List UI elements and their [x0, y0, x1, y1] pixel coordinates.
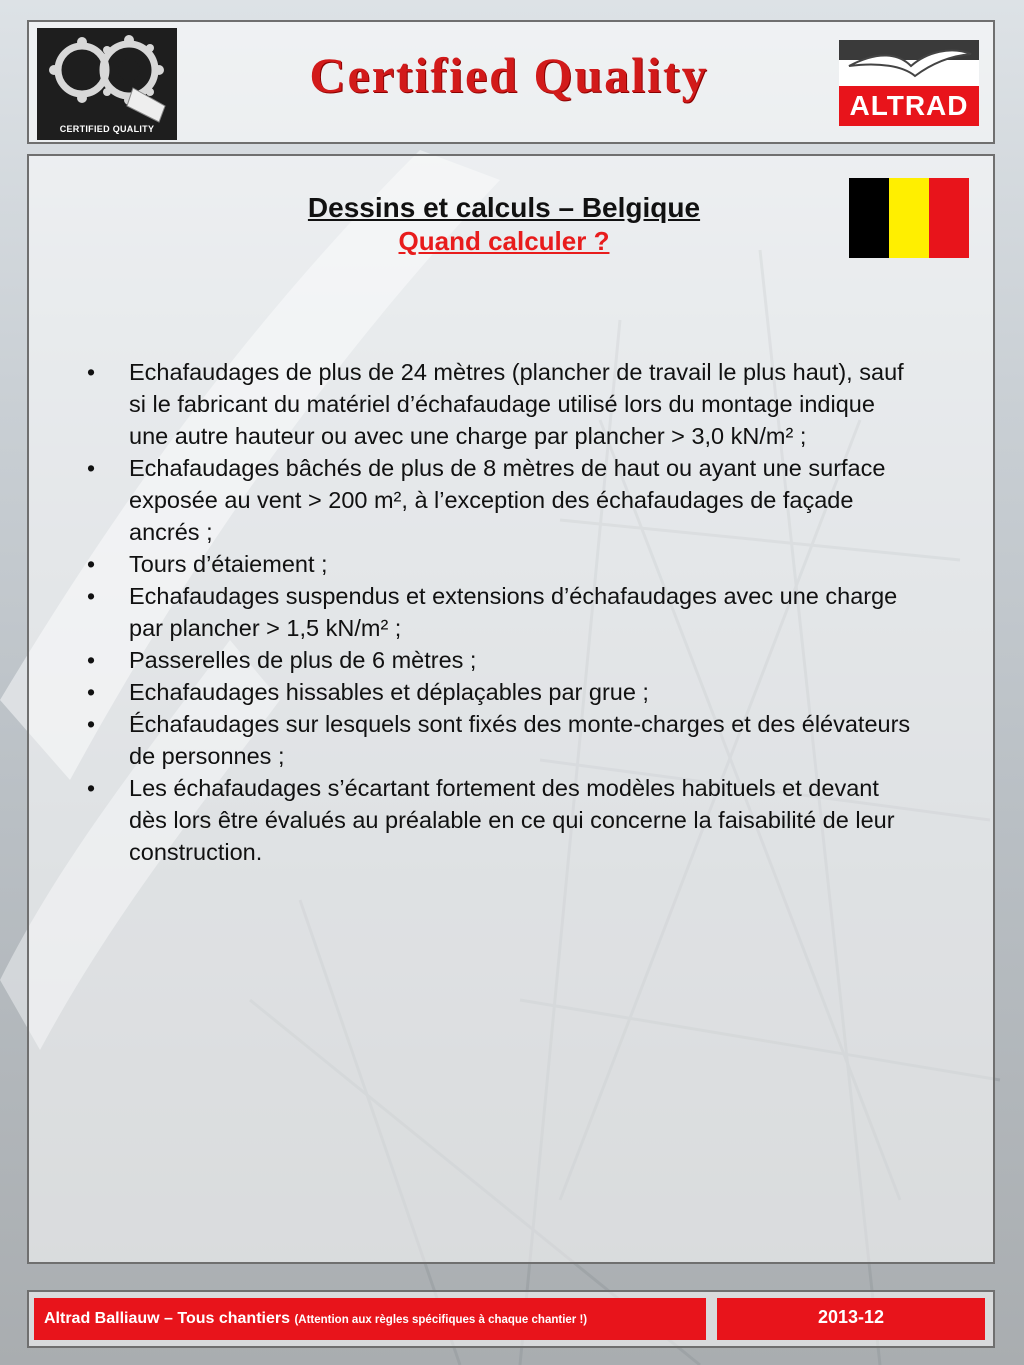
list-item-text: Échafaudages sur lesquels sont fixés des monte-charges et des élévateurs de personnes ;	[129, 711, 911, 769]
bullet-symbol: •	[87, 775, 96, 801]
list-item	[83, 708, 913, 772]
list-item	[83, 772, 913, 868]
list-item	[83, 356, 913, 452]
bullet-symbol: •	[87, 647, 96, 673]
list-item-text: Passerelles de plus de 6 mètres ;	[129, 647, 477, 673]
certified-quality-logo	[37, 28, 177, 140]
list-item-text: Les échafaudages s’écartant fortement des modèles habituels et devant dès lors être évalués au préalable en ce qui concerne la faisabilité de leur construction.	[129, 775, 895, 865]
footer-panel	[27, 1290, 995, 1348]
bullet-symbol: •	[87, 455, 96, 481]
bullet-symbol: •	[87, 551, 96, 577]
bullet-symbol: •	[87, 711, 96, 737]
bullet-symbol: •	[87, 583, 96, 609]
list-item-text: Echafaudages hissables et déplaçables par grue ;	[129, 679, 649, 705]
list-item-text: Echafaudages de plus de 24 mètres (plancher de travail le plus haut), sauf si le fabricant du matériel d’échafaudage utilisé lors du montage indique une autre hauteur ou avec une charge par plancher > 3,0 kN/m² ;	[129, 359, 904, 449]
list-item	[83, 644, 913, 676]
content-panel	[27, 154, 995, 1264]
altrad-logo	[839, 40, 979, 128]
list-item-text: Tours d’étaiement ;	[129, 551, 328, 577]
slide-subtitle: Quand calculer ?	[398, 226, 610, 256]
certified-quality-label: CERTIFIED QUALITY	[59, 124, 155, 134]
bird-icon	[839, 40, 979, 88]
bullet-symbol: •	[87, 679, 96, 705]
footer-site-label	[34, 1298, 706, 1340]
altrad-label: ALTRAD	[839, 86, 979, 126]
list-item	[83, 452, 913, 548]
header-panel	[27, 20, 995, 144]
list-item	[83, 676, 913, 708]
footer-note-text: (Attention aux règles spécifiques à chaque chantier !)	[294, 1314, 588, 1326]
footer-main-text: Altrad Balliauw – Tous chantiers	[44, 1310, 290, 1327]
list-item-text: Echafaudages bâchés de plus de 8 mètres de haut ou ayant une surface exposée au vent > 200 m², à l’exception des échafaudages de façade ancrés ;	[129, 455, 886, 545]
bullet-list	[83, 356, 913, 868]
bullet-symbol: •	[87, 359, 96, 385]
list-item	[83, 548, 913, 580]
list-item	[83, 580, 913, 644]
header-title: Certified Quality	[309, 47, 709, 103]
slide-title: Dessins et calculs – Belgique	[307, 192, 701, 223]
title-block	[29, 192, 979, 257]
footer-date: 2013-12	[717, 1298, 985, 1340]
list-item-text: Echafaudages suspendus et extensions d’échafaudages avec une charge par plancher > 1,5 kN/m² ;	[129, 583, 898, 641]
